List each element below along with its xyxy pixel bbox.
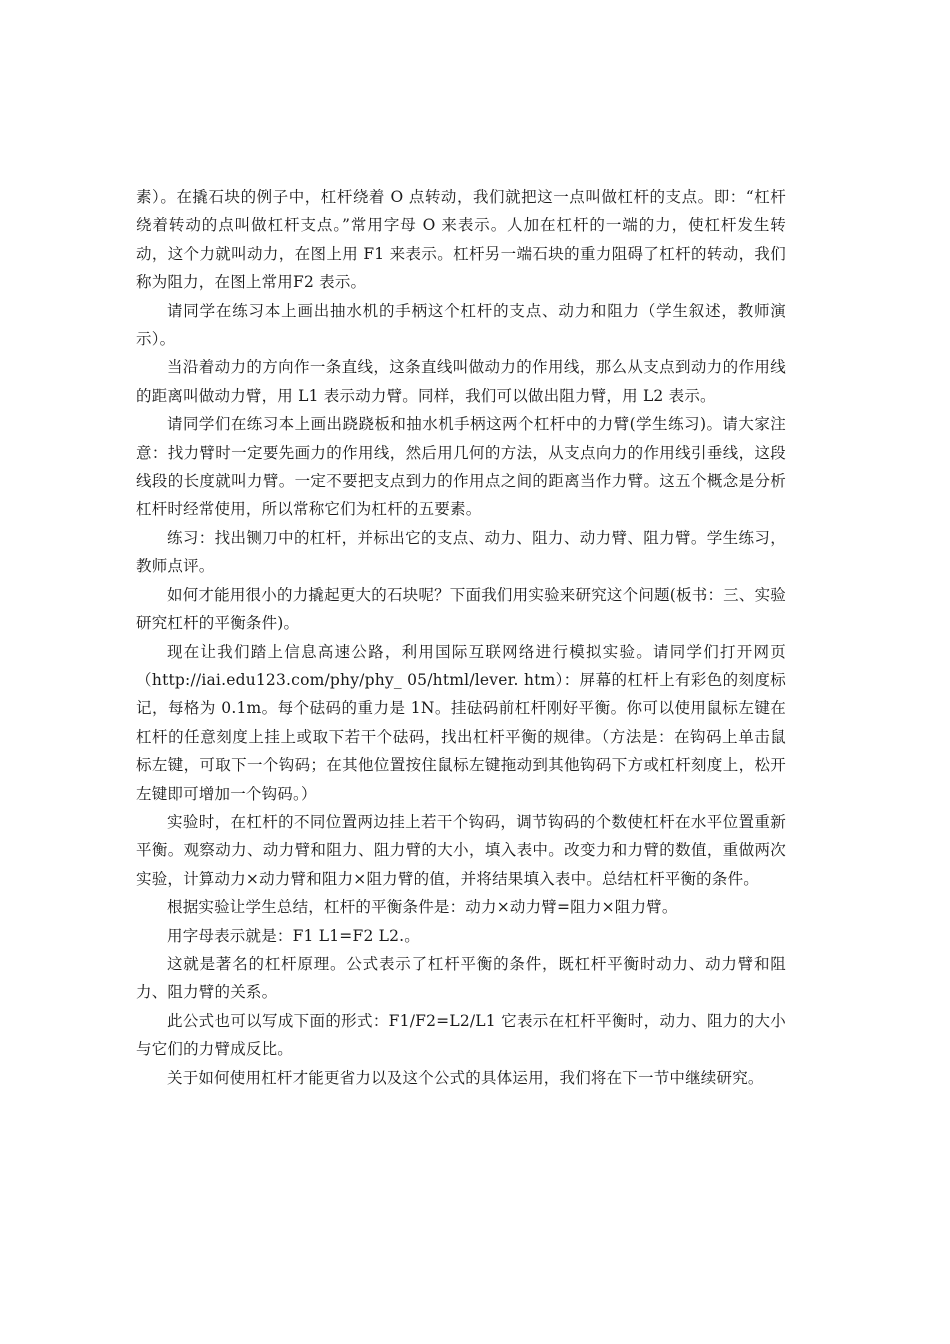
paragraph-guillotine-exercise: 练习：找出铡刀中的杠杆，并标出它的支点、动力、阻力、动力臂、阻力臂。学生练习，教师点评。: [136, 528, 786, 576]
paragraph-formula: 用字母表示就是：F1 L1=F2 L2.。: [167, 926, 421, 945]
paragraph-lever-principle: 这就是著名的杠杆原理。公式表示了杠杆平衡的条件，既杠杆平衡时动力、动力臂和阻力、阻力臂的关系。: [136, 954, 786, 1002]
paragraph-balance-condition: 根据实验让学生总结，杠杆的平衡条件是：动力×动力臂=阻力×阻力臂。: [167, 898, 678, 917]
paragraph-online-simulation: 现在让我们踏上信息高速公路，利用国际互联网络进行模拟实验。请同学们打开网页（http://iai.edu123.com/phy/phy_ 05/html/lever. htm）：屏幕的杠杆上有彩色的刻度标记，每格为 0.1m。每个砝码的重力是 1N。挂砝码前杠杆刚好平衡。你可以使用鼠标左键在杠杆的任意刻度上挂上或取下若干个砝码，找出杠杆平衡的规律。（方法是：在钩码上单击鼠标左键，可取下一个钩码；在其他位置按住鼠标左键拖动到其他钩码下方或杠杆刻度上，松开左键即可增加一个钩码。）: [136, 642, 786, 803]
paragraph-fulcrum-definition: 素）。在撬石块的例子中，杠杆绕着 O 点转动，我们就把这一点叫做杠杆的支点。即：“杠杆绕着转动的点叫做杠杆支点。”常用字母 O 来表示。人加在杠杆的一端的力，使杠杆发生转动，这个力就叫动力，在图上用 F1 来表示。杠杆另一端石块的重力阻碍了杠杆的转动，我们称为阻力，在图上常用F2 表示。: [136, 188, 786, 292]
paragraph-inverse-ratio: 此公式也可以写成下面的形式：F1/F2=L2/L1 它表示在杠杆平衡时，动力、阻力的大小与它们的力臂成反比。: [136, 1011, 786, 1059]
paragraph-lever-arm-practice: 请同学们在练习本上画出跷跷板和抽水机手柄这两个杠杆中的力臂(学生练习)。请大家注意：找力臂时一定要先画力的作用线，然后用几何的方法，从支点向力的作用线引垂线，这段线段的长度就叫力臂。一定不要把支点到力的作用点之间的距离当作力臂。这五个概念是分析杠杆时经常使用，所以常称它们为杠杆的五要素。: [136, 415, 786, 519]
paragraph-experiment-procedure: 实验时，在杠杆的不同位置两边挂上若干个钩码，调节钩码的个数使杠杆在水平位置重新平衡。观察动力、动力臂和阻力、阻力臂的大小，填入表中。改变力和力臂的数值，重做两次实验，计算动力×动力臂和阻力×阻力臂的值，并将结果填入表中。总结杠杆平衡的条件。: [136, 812, 786, 888]
document-body: [136, 183, 786, 1092]
paragraph-pump-handle-exercise: 请同学在练习本上画出抽水机的手柄这个杠杆的支点、动力和阻力（学生叙述，教师演示）。: [136, 301, 786, 349]
paragraph-next-section: 关于如何使用杠杆才能更省力以及这个公式的具体运用，我们将在下一节中继续研究。: [167, 1068, 764, 1087]
paragraph-lever-arm-definition: 当沿着动力的方向作一条直线，这条直线叫做动力的作用线，那么从支点到动力的作用线的距离叫做动力臂，用 L1 表示动力臂。同样，我们可以做出阻力臂，用 L2 表示。: [136, 358, 786, 405]
paragraph-experiment-intro: 如何才能用很小的力撬起更大的石块呢？下面我们用实验来研究这个问题(板书：三、实验研究杠杆的平衡条件)。: [136, 585, 786, 633]
